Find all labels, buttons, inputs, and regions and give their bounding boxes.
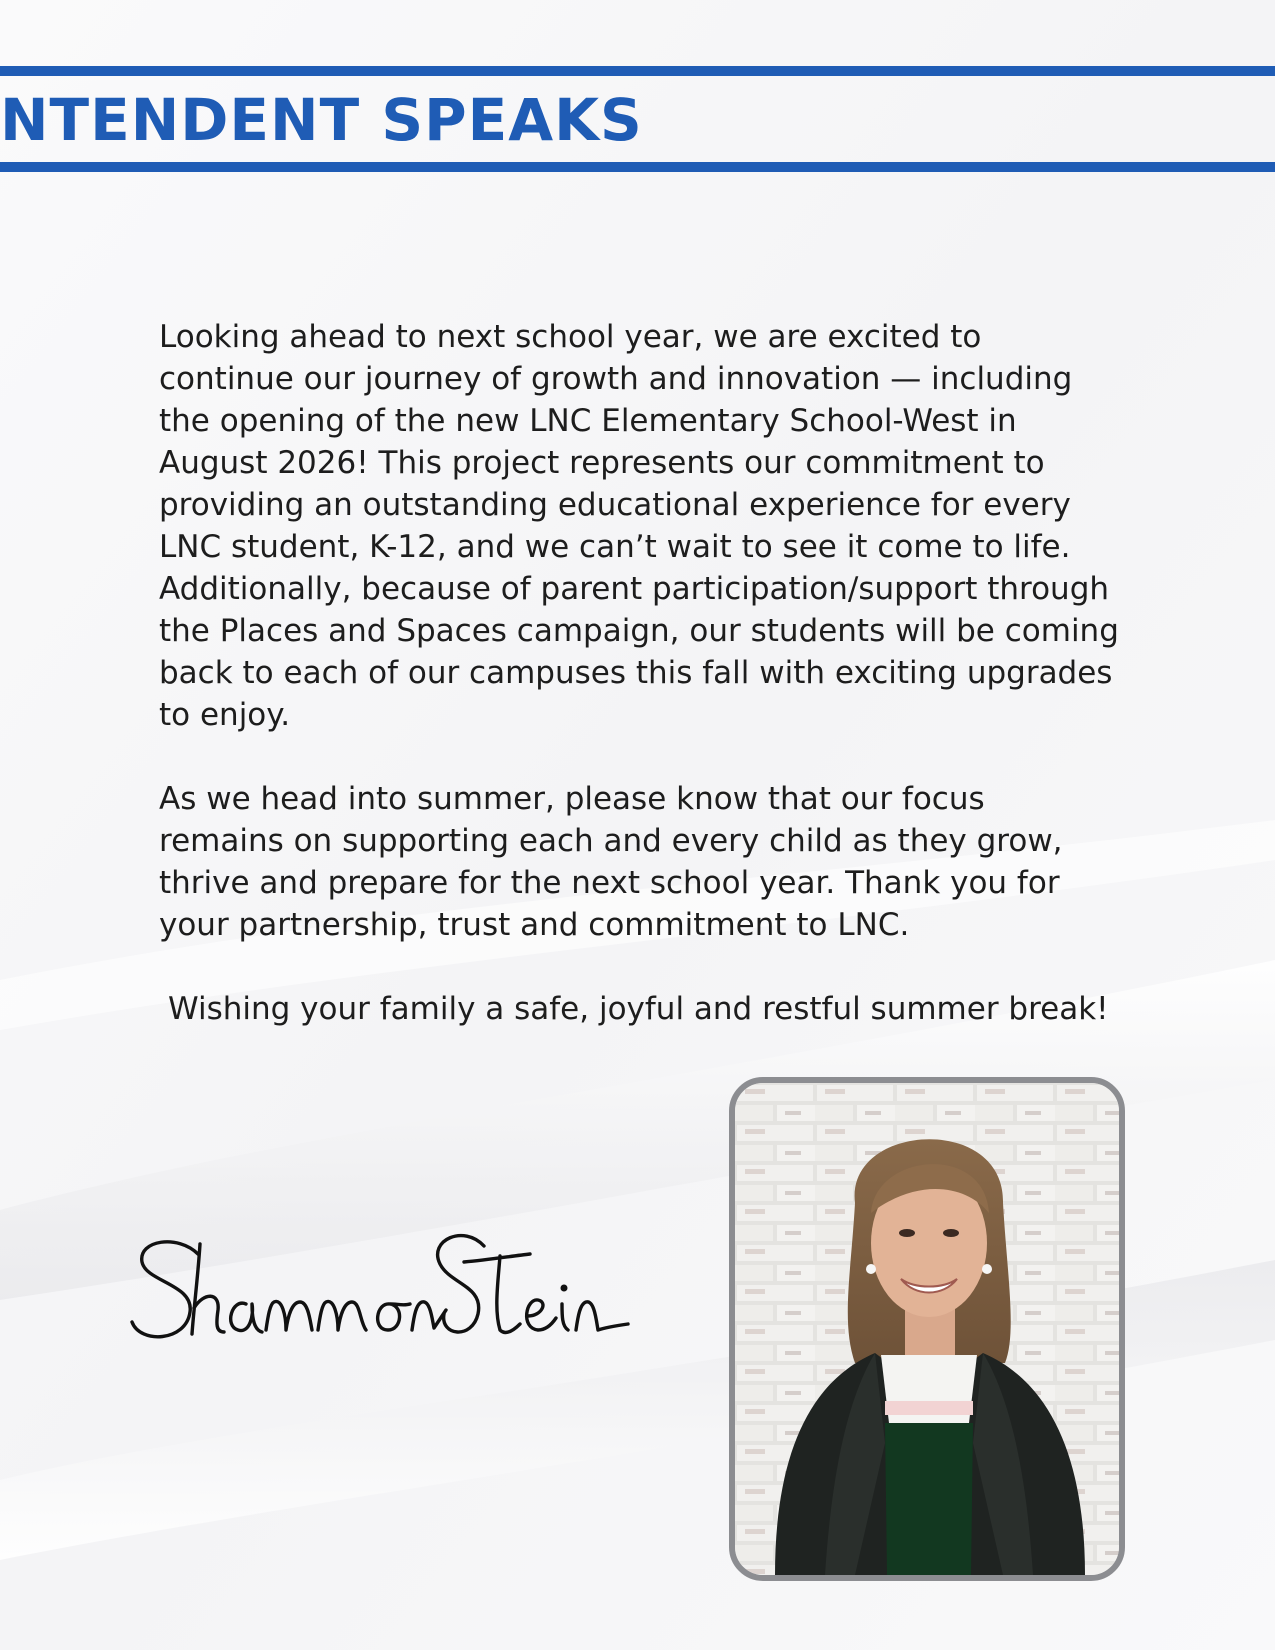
page-title: NTENDENT SPEAKS <box>0 86 643 154</box>
superintendent-photo <box>729 1077 1125 1581</box>
header-top-rule <box>0 66 1275 76</box>
letter-body <box>159 316 1119 1030</box>
letter-paragraph-2: As we head into summer, please know that our focus remains on supporting each and every child as they grow, thrive and prepare for the next school year. Thank you for your partnership, trust and commitment to LNC. <box>159 781 1063 943</box>
signature <box>128 1226 648 1356</box>
letter-closing: Wishing your family a safe, joyful and restful summer break! <box>168 991 1109 1027</box>
letter-paragraph-1: Looking ahead to next school year, we are excited to continue our journey of growth and innovation — including the opening of the new LNC Elementary School-West in August 2026! This project represents our commitment to providing an outstanding educational experience for every LNC student, K-12, and we can’t wait to see it come to life. Additionally, because of parent participation/support through the Places and Spaces campaign, our students will be coming back to each of our campuses this fall with exciting upgrades to enjoy. <box>159 319 1119 733</box>
header-bottom-rule <box>0 162 1275 172</box>
